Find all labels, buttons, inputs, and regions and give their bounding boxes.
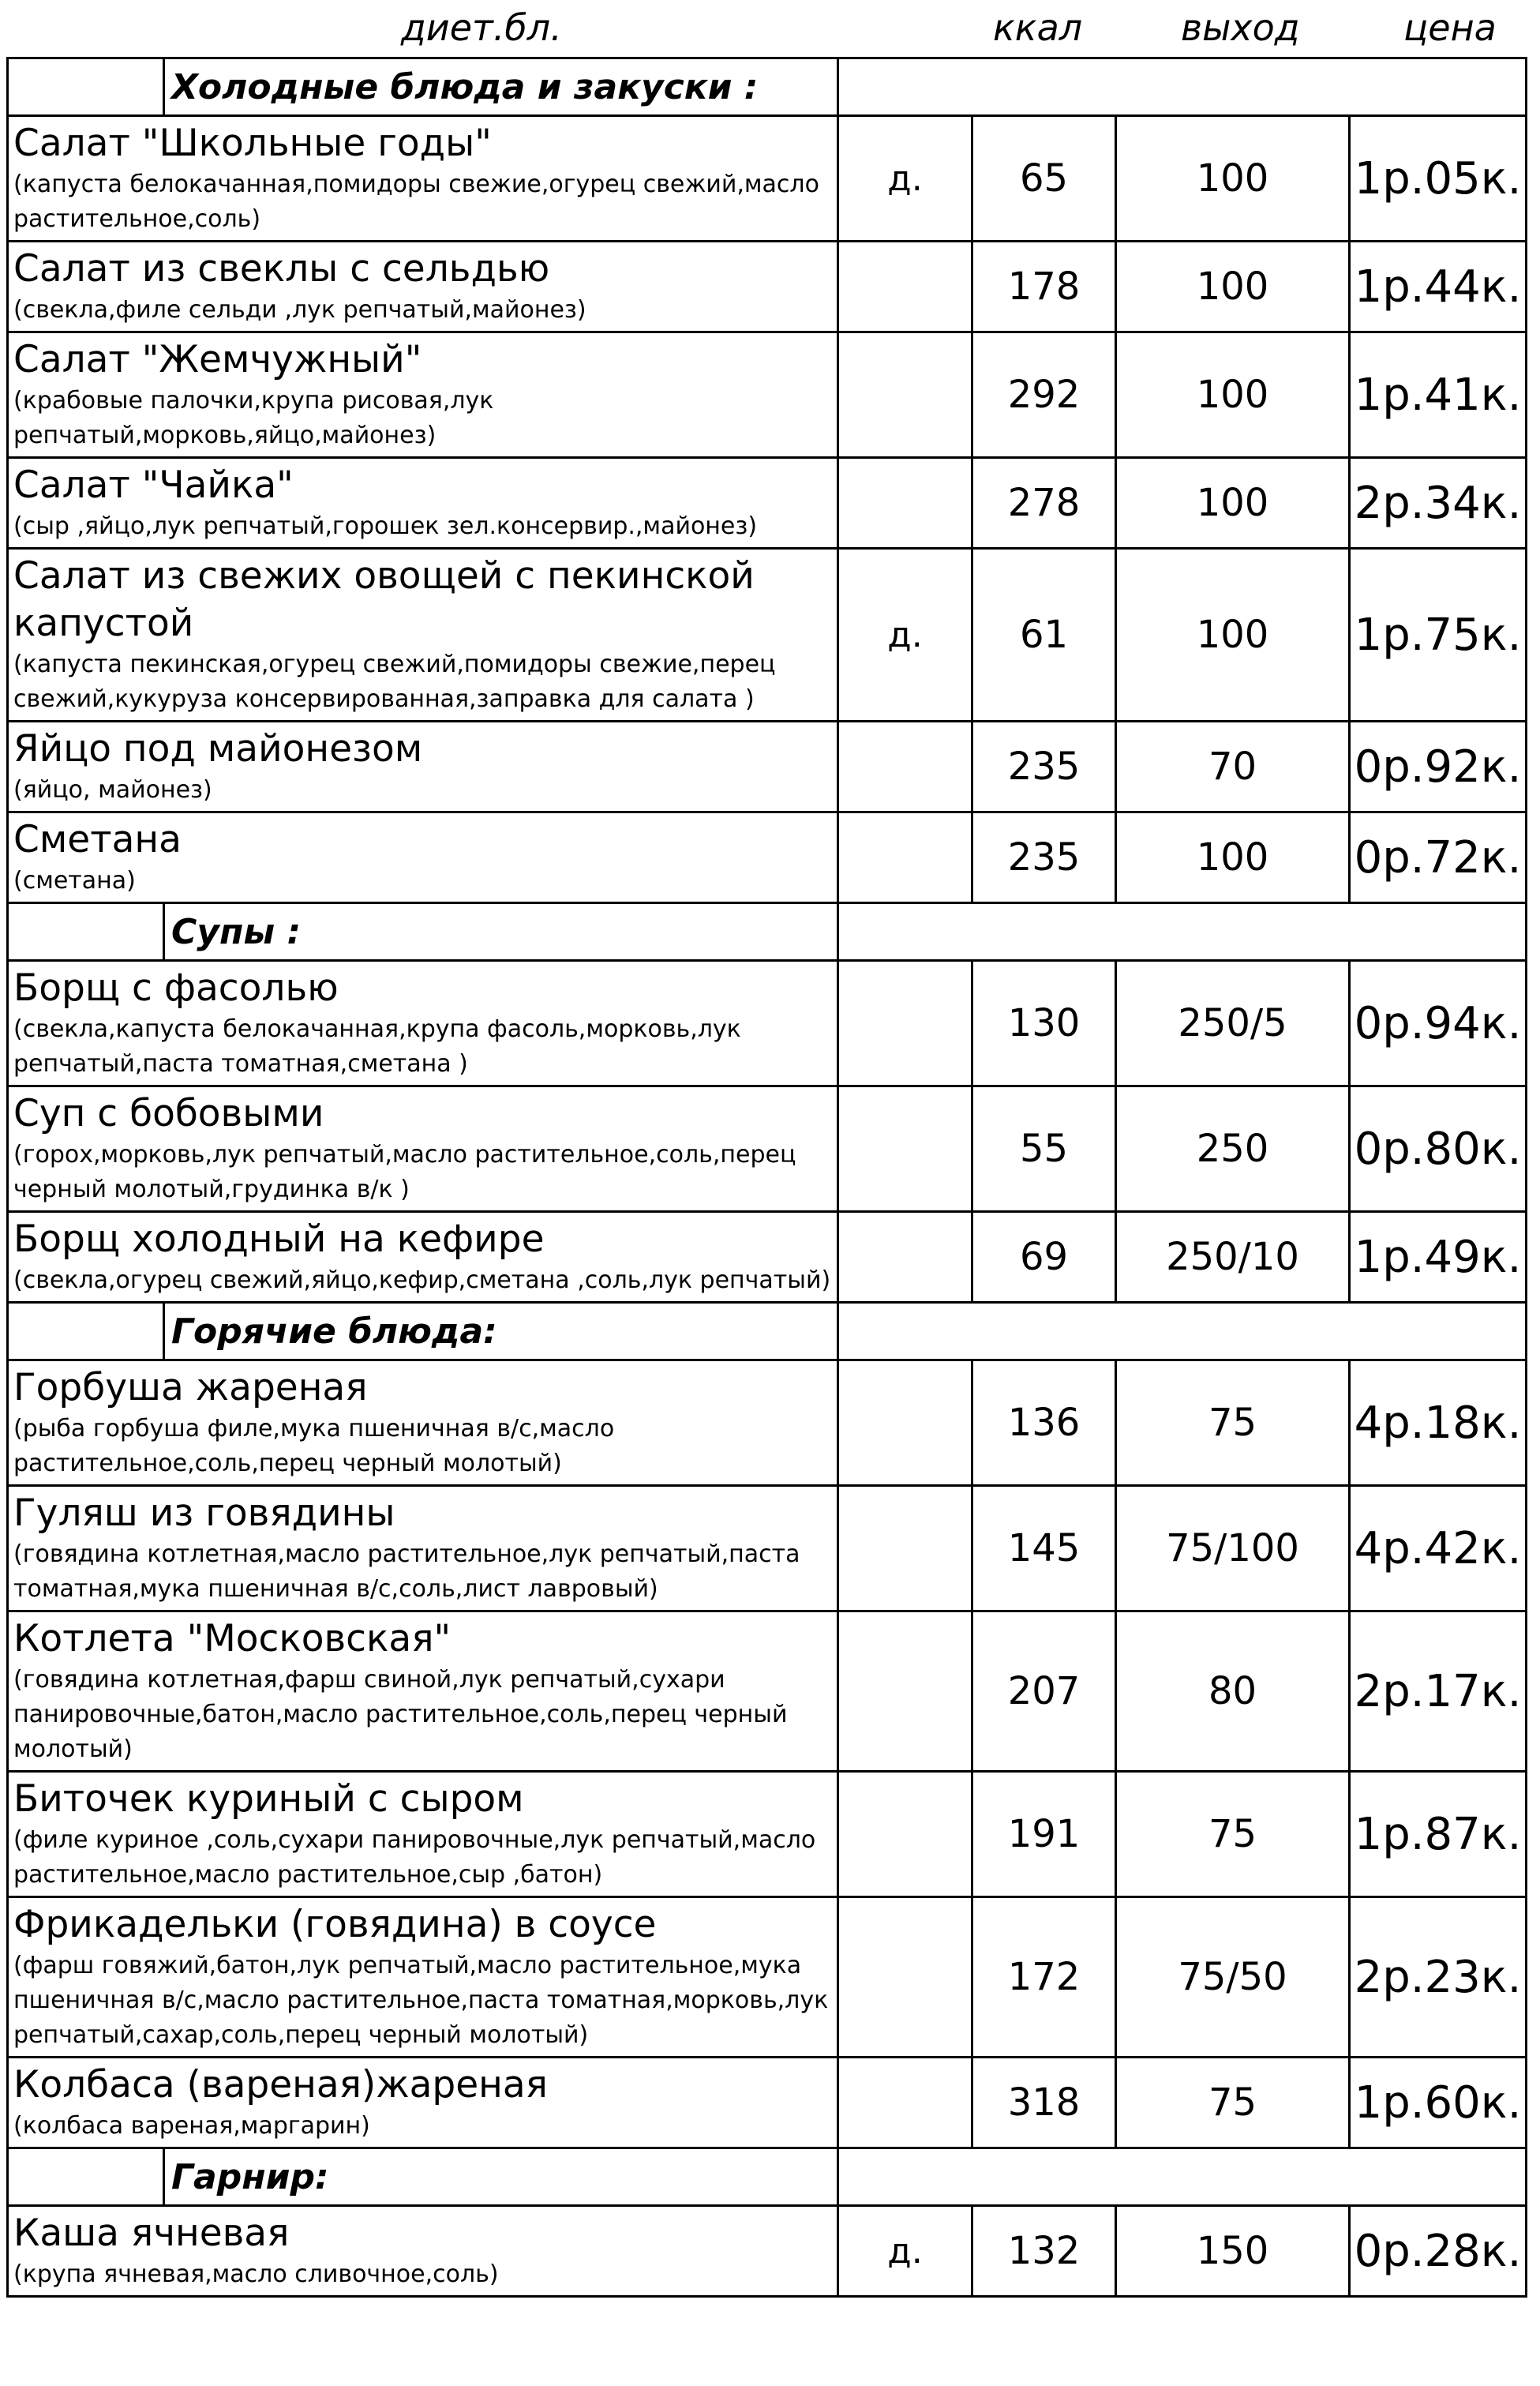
- menu-item-row: [8, 812, 1527, 903]
- output-value: 80: [1116, 1611, 1350, 1772]
- menu-item-row: [8, 242, 1527, 332]
- kcal-value: 235: [972, 812, 1116, 903]
- dish-cell: [8, 2206, 838, 2297]
- kcal-value: 292: [972, 332, 1116, 458]
- output-value: 250/5: [1116, 961, 1350, 1086]
- price-value: 2р.23к.: [1350, 1897, 1527, 2058]
- kcal-value: 69: [972, 1212, 1116, 1303]
- output-value: 100: [1116, 116, 1350, 242]
- dish-ingredients: (капуста пекинская,огурец свежий,помидоры свежие,перец свежий,кукуруза консервированная,заправка для салата ): [13, 651, 776, 713]
- dish-name: Салат "Чайка": [13, 463, 294, 507]
- dish-cell: [8, 1486, 838, 1611]
- output-value: 100: [1116, 332, 1350, 458]
- kcal-value: 318: [972, 2058, 1116, 2148]
- output-value: 100: [1116, 242, 1350, 332]
- dish-ingredients: (горох,морковь,лук репчатый,масло растительное,соль,перец черный молотый,грудинка в/к ): [13, 1141, 796, 1203]
- section-title: Горячие блюда:: [171, 1311, 497, 1352]
- section-indent: [9, 59, 165, 114]
- menu-item-row: [8, 961, 1527, 1086]
- output-value: 70: [1116, 722, 1350, 812]
- dish-cell: [8, 1772, 838, 1897]
- section-row-cell: [8, 2148, 838, 2206]
- dish-name: Биточек куриный с сыром: [13, 1777, 524, 1821]
- menu-item-row: [8, 1486, 1527, 1611]
- diet-mark: [838, 722, 972, 812]
- dish-cell: [8, 242, 838, 332]
- dish-ingredients: (говядина котлетная,фарш свиной,лук репчатый,сухари панировочные,батон,масло растительное,соль,перец черный молотый): [13, 1666, 788, 1763]
- output-value: 100: [1116, 458, 1350, 549]
- output-value: 250: [1116, 1086, 1350, 1212]
- dish-cell: [8, 1360, 838, 1486]
- menu-item-row: [8, 2058, 1527, 2148]
- dish-ingredients: (говядина котлетная,масло растительное,лук репчатый,паста томатная,мука пшеничная в/с,соль,лист лавровый): [13, 1540, 800, 1603]
- menu-item-row: [8, 1772, 1527, 1897]
- menu-item-row: [8, 1086, 1527, 1212]
- section-title: Холодные блюда и закуски :: [171, 66, 759, 107]
- dish-ingredients: (колбаса вареная,маргарин): [13, 2112, 370, 2140]
- dish-cell: [8, 961, 838, 1086]
- output-value: 75/100: [1116, 1486, 1350, 1611]
- price-value: 4р.42к.: [1350, 1486, 1527, 1611]
- dish-name: Каша ячневая: [13, 2212, 290, 2255]
- price-value: 1р.49к.: [1350, 1212, 1527, 1303]
- menu-item-row: [8, 722, 1527, 812]
- diet-mark: [838, 1212, 972, 1303]
- output-value: 250/10: [1116, 1212, 1350, 1303]
- diet-mark: [838, 2058, 972, 2148]
- dish-ingredients: (капуста белокачанная,помидоры свежие,огурец свежий,масло растительное,соль): [13, 171, 819, 233]
- dish-name: Салат из свежих овощей с пекинской капустой: [13, 554, 755, 645]
- kcal-value: 55: [972, 1086, 1116, 1212]
- diet-mark: [838, 242, 972, 332]
- dish-cell: [8, 1212, 838, 1303]
- section-title: Гарнир:: [171, 2156, 329, 2197]
- kcal-value: 235: [972, 722, 1116, 812]
- section-indent: [9, 904, 165, 959]
- diet-mark: [838, 1086, 972, 1212]
- section-header-row: [8, 2148, 1527, 2206]
- dish-cell: [8, 812, 838, 903]
- dish-name: Салат "Жемчужный": [13, 338, 422, 381]
- section-indent: [9, 1304, 165, 1359]
- header-price: цена: [1403, 6, 1497, 49]
- section-row-filler: [838, 1303, 1527, 1360]
- kcal-value: 278: [972, 458, 1116, 549]
- menu-item-row: [8, 1212, 1527, 1303]
- menu-table: [6, 57, 1527, 2298]
- kcal-value: 207: [972, 1611, 1116, 1772]
- section-title: Супы :: [171, 911, 302, 952]
- dish-ingredients: (свекла,капуста белокачанная,крупа фасоль,морковь,лук репчатый,паста томатная,сметана ): [13, 1015, 741, 1078]
- dish-cell: [8, 2058, 838, 2148]
- dish-ingredients: (филе куриное ,соль,сухари панировочные,лук репчатый,масло растительное,масло растительное,сыр ,батон): [13, 1826, 816, 1889]
- kcal-value: 178: [972, 242, 1116, 332]
- dish-ingredients: (сыр ,яйцо,лук репчатый,горошек зел.консервир.,майонез): [13, 512, 758, 540]
- header-output: выход: [1181, 6, 1300, 49]
- dish-ingredients: (крабовые палочки,крупа рисовая,лук репчатый,морковь,яйцо,майонез): [13, 387, 494, 449]
- output-value: 75: [1116, 1772, 1350, 1897]
- dish-ingredients: (яйцо, майонез): [13, 776, 212, 804]
- diet-mark: [838, 1611, 972, 1772]
- diet-mark: д.: [838, 116, 972, 242]
- dish-name: Яйцо под майонезом: [13, 727, 423, 771]
- dish-cell: [8, 1611, 838, 1772]
- dish-ingredients: (свекла,огурец свежий,яйцо,кефир,сметана ,соль,лук репчатый): [13, 1266, 831, 1294]
- dish-name: Борщ холодный на кефире: [13, 1217, 545, 1261]
- section-row-filler: [838, 2148, 1527, 2206]
- dish-name: Салат "Школьные годы": [13, 122, 492, 165]
- kcal-value: 145: [972, 1486, 1116, 1611]
- menu-body: [8, 58, 1527, 2297]
- dish-name: Гуляш из говядины: [13, 1491, 395, 1535]
- dish-cell: [8, 332, 838, 458]
- section-row-filler: [838, 58, 1527, 116]
- section-row-cell: [8, 1303, 838, 1360]
- section-indent: [9, 2149, 165, 2204]
- dish-name: Горбуша жареная: [13, 1366, 368, 1409]
- price-value: 1р.05к.: [1350, 116, 1527, 242]
- dish-name: Салат из свеклы с сельдью: [13, 247, 550, 291]
- diet-mark: [838, 812, 972, 903]
- dish-ingredients: (свекла,филе сельди ,лук репчатый,майонез): [13, 296, 586, 324]
- kcal-value: 136: [972, 1360, 1116, 1486]
- price-value: 2р.34к.: [1350, 458, 1527, 549]
- menu-item-row: [8, 458, 1527, 549]
- column-header: [0, 0, 1540, 55]
- section-header-row: [8, 58, 1527, 116]
- section-row-filler: [838, 903, 1527, 961]
- price-value: 0р.80к.: [1350, 1086, 1527, 1212]
- output-value: 75/50: [1116, 1897, 1350, 2058]
- menu-item-row: [8, 332, 1527, 458]
- section-row-cell: [8, 58, 838, 116]
- dish-ingredients: (крупа ячневая,масло сливочное,соль): [13, 2260, 499, 2288]
- kcal-value: 130: [972, 961, 1116, 1086]
- output-value: 100: [1116, 549, 1350, 722]
- menu-item-row: [8, 1897, 1527, 2058]
- menu-item-row: [8, 116, 1527, 242]
- price-value: 0р.28к.: [1350, 2206, 1527, 2297]
- dish-cell: [8, 1086, 838, 1212]
- header-diet: диет.бл.: [401, 6, 562, 49]
- dish-cell: [8, 458, 838, 549]
- diet-mark: [838, 458, 972, 549]
- dish-name: Колбаса (вареная)жареная: [13, 2063, 548, 2107]
- dish-ingredients: (сметана): [13, 867, 136, 895]
- dish-ingredients: (фарш говяжий,батон,лук репчатый,масло растительное,мука пшеничная в/с,масло растительное,паста томатная,морковь,лук репчатый,сахар,соль,перец черный молотый): [13, 1952, 829, 2049]
- section-row-cell: [8, 903, 838, 961]
- menu-item-row: [8, 1611, 1527, 1772]
- diet-mark: [838, 1360, 972, 1486]
- price-value: 4р.18к.: [1350, 1360, 1527, 1486]
- diet-mark: д.: [838, 549, 972, 722]
- diet-mark: [838, 1772, 972, 1897]
- diet-mark: [838, 1897, 972, 2058]
- kcal-value: 132: [972, 2206, 1116, 2297]
- output-value: 150: [1116, 2206, 1350, 2297]
- menu-item-row: [8, 1360, 1527, 1486]
- dish-name: Котлета "Московская": [13, 1617, 452, 1660]
- output-value: 100: [1116, 812, 1350, 903]
- dish-name: Фрикадельки (говядина) в соусе: [13, 1903, 657, 1946]
- section-header-row: [8, 903, 1527, 961]
- kcal-value: 61: [972, 549, 1116, 722]
- dish-cell: [8, 1897, 838, 2058]
- section-header-row: [8, 1303, 1527, 1360]
- output-value: 75: [1116, 1360, 1350, 1486]
- price-value: 1р.87к.: [1350, 1772, 1527, 1897]
- menu-item-row: [8, 2206, 1527, 2297]
- diet-mark: [838, 1486, 972, 1611]
- price-value: 1р.60к.: [1350, 2058, 1527, 2148]
- price-value: 0р.72к.: [1350, 812, 1527, 903]
- dish-name: Суп с бобовыми: [13, 1092, 324, 1135]
- output-value: 75: [1116, 2058, 1350, 2148]
- diet-mark: [838, 332, 972, 458]
- price-value: 1р.44к.: [1350, 242, 1527, 332]
- kcal-value: 65: [972, 116, 1116, 242]
- header-kcal: ккал: [993, 6, 1083, 49]
- diet-mark: [838, 961, 972, 1086]
- price-value: 0р.94к.: [1350, 961, 1527, 1086]
- dish-name: Борщ с фасолью: [13, 966, 339, 1010]
- dish-ingredients: (рыба горбуша филе,мука пшеничная в/с,масло растительное,соль,перец черный молотый): [13, 1415, 615, 1477]
- dish-name: Сметана: [13, 818, 182, 861]
- kcal-value: 172: [972, 1897, 1116, 2058]
- diet-mark: д.: [838, 2206, 972, 2297]
- dish-cell: [8, 116, 838, 242]
- dish-cell: [8, 722, 838, 812]
- price-value: 1р.75к.: [1350, 549, 1527, 722]
- price-value: 1р.41к.: [1350, 332, 1527, 458]
- price-value: 2р.17к.: [1350, 1611, 1527, 1772]
- price-value: 0р.92к.: [1350, 722, 1527, 812]
- dish-cell: [8, 549, 838, 722]
- menu-item-row: [8, 549, 1527, 722]
- kcal-value: 191: [972, 1772, 1116, 1897]
